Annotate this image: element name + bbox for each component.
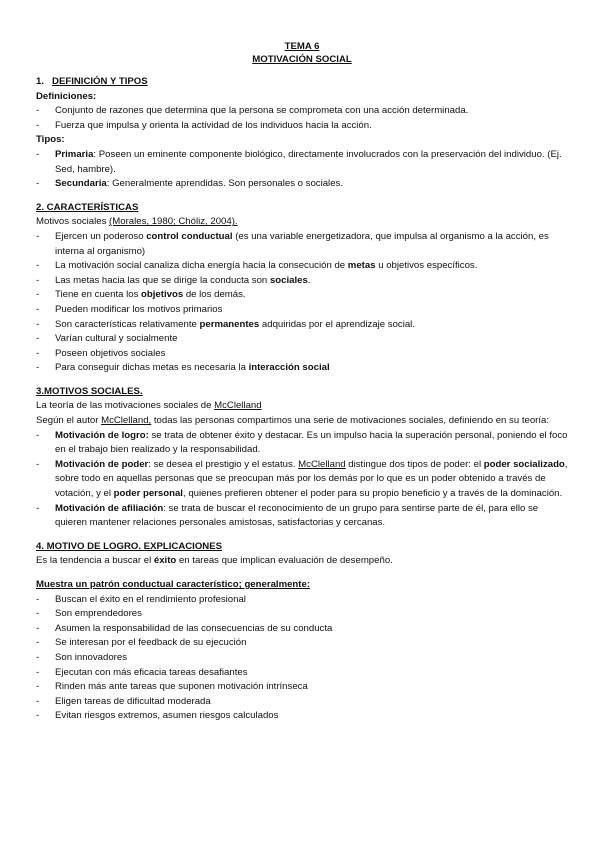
section-3-heading: 3.MOTIVOS SOCIALES. [36, 385, 143, 397]
pattern-heading: Muestra un patrón conductual característico; generalmente: [36, 579, 311, 590]
list-item: - Pueden modificar los motivos primarios [36, 303, 568, 318]
list-item: - Para conseguir dichas metas es necesaria la interacción social [36, 361, 568, 376]
section-3-intro: Según el autor McClelland, todas las personas compartimos una serie de motivaciones sociales, definiendo en su teoría: [36, 415, 550, 427]
list-item: - Motivación de poder: se desea el prestigio y el estatus. McClelland distingue dos tipos de poder: el poder socializado, sobre todo en aquellas personas que se preocupan más por los demás por lo que es un poder obtenido a través de votación, y el poder personal, quienes prefieren obtener el poder para su propio beneficio y a través de la dominación. [36, 458, 568, 502]
list-item: - Varían cultural y socialmente [36, 332, 568, 347]
list-item: - Son características relativamente permanentes adquiridas por el aprendizaje social. [36, 318, 568, 333]
list-item: - Son emprendedores [36, 607, 568, 622]
document-page [36, 40, 568, 724]
list-item: - Tiene en cuenta los objetivos de los demás. [36, 288, 568, 303]
list-item: - Primaria: Poseen un eminente componente biológico, directamente involucrados con la preservación del individuo. (Ej. Sed, hambre). [36, 148, 568, 177]
section-2-heading: 2. CARACTERÍSTICAS [36, 201, 139, 213]
list-item: - Motivación de afiliación: se trata de buscar el reconocimiento de un grupo para sentirse parte de él, para ello se quieren mantener relaciones personales amistosas, satisfactorias y cercanas. [36, 502, 568, 531]
list-item: - Se interesan por el feedback de su ejecución [36, 636, 568, 651]
characteristics-list [36, 230, 568, 376]
definitions-label: Definiciones: [36, 90, 97, 102]
pattern-list [36, 593, 568, 724]
theory-line: La teoría de las motivaciones sociales de McClelland [36, 400, 262, 412]
list-item: - Rinden más ante tareas que suponen motivación intrínseca [36, 680, 568, 695]
social-motives-list [36, 429, 568, 531]
list-item: - Motivación de logro: se trata de obtener éxito y destacar. Es un impulso hacia la superación personal, poniendo el foco en el trabajo bien realizado y la responsabilidad. [36, 429, 568, 458]
list-item: - Conjunto de razones que determina que la persona se comprometa con una acción determinada. [36, 104, 568, 119]
citation: (Morales, 1980; Chóliz, 2004). [109, 216, 238, 228]
definitions-list [36, 104, 568, 133]
section-4-definition: Es la tendencia a buscar el éxito en tareas que implican evaluación de desempeño. [36, 555, 393, 567]
list-item: - Las metas hacia las que se dirige la conducta son sociales. [36, 274, 568, 289]
section-1-heading: 1. DEFINICIÓN Y TIPOS [36, 76, 148, 87]
section-2-intro: Motivos sociales (Morales, 1980; Chóliz, 2004). [36, 216, 238, 228]
types-list [36, 148, 568, 192]
topic-number: TEMA 6 [284, 41, 320, 52]
list-item: - Buscan el éxito en el rendimiento profesional [36, 593, 568, 608]
list-item: - Ejecutan con más eficacia tareas desafiantes [36, 666, 568, 681]
document-title: MOTIVACIÓN SOCIAL [252, 54, 352, 65]
section-4-heading: 4. MOTIVO DE LOGRO. EXPLICACIONES [36, 540, 223, 552]
list-item: - Son innovadores [36, 651, 568, 666]
list-item: - Ejercen un poderoso control conductual (es una variable energetizadora, que impulsa al organismo a la acción, es interna al organismo) [36, 230, 568, 259]
types-label: Tipos: [36, 134, 65, 146]
list-item: - Fuerza que impulsa y orienta la actividad de los individuos hacia la acción. [36, 119, 568, 134]
list-item: - Eligen tareas de dificultad moderada [36, 695, 568, 710]
list-item: - Evitan riesgos extremos, asumen riesgos calculados [36, 709, 568, 724]
list-item: - Poseen objetivos sociales [36, 347, 568, 362]
list-item: - Secundaria: Generalmente aprendidas. Son personales o sociales. [36, 177, 568, 192]
list-item: - La motivación social canaliza dicha energía hacia la consecución de metas u objetivos específicos. [36, 259, 568, 274]
list-item: - Asumen la responsabilidad de las consecuencias de su conducta [36, 622, 568, 637]
